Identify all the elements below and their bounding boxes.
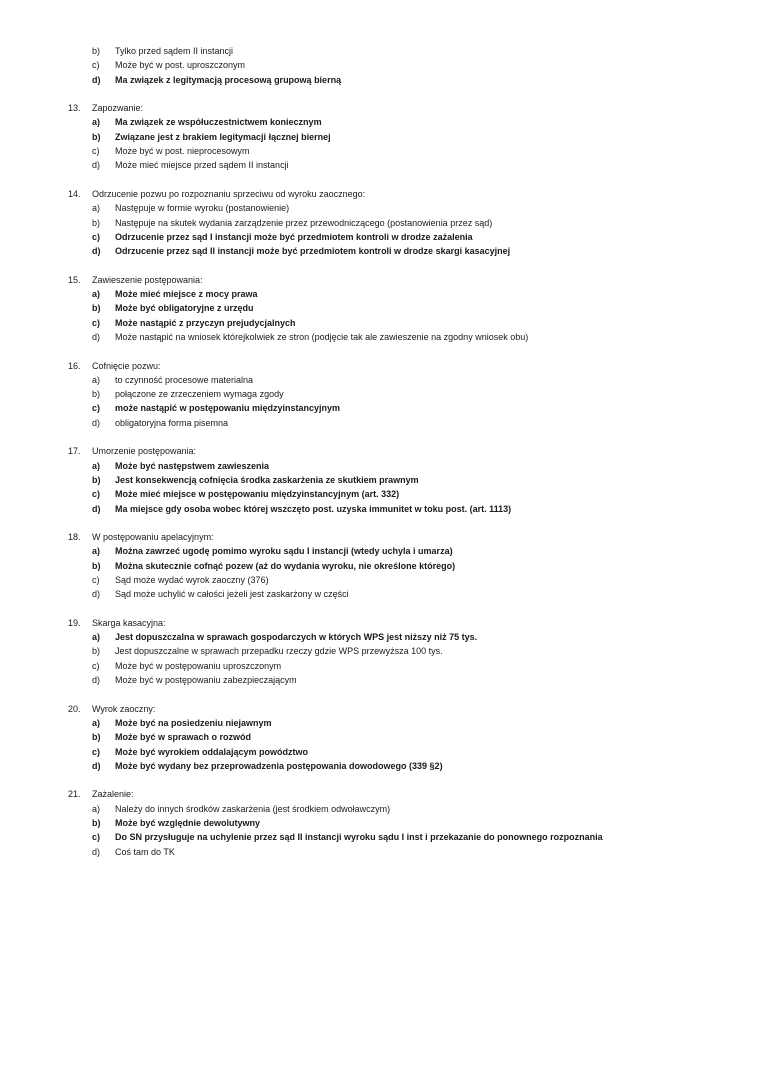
answer-text: to czynność procesowe materialna	[115, 374, 254, 385]
question-number: 19.	[68, 617, 81, 628]
answer-label: c)	[92, 489, 101, 500]
question-block	[0, 101, 760, 172]
answer-option	[0, 130, 760, 144]
answer-option	[0, 244, 760, 258]
answer-label: c)	[92, 60, 100, 71]
answer-option	[0, 330, 760, 344]
answer-label: b)	[92, 646, 101, 657]
answer-label: b)	[92, 560, 101, 571]
answer-label: a)	[92, 546, 101, 557]
question-block	[0, 702, 760, 773]
answer-text: Może mieć miejsce z mocy prawa	[115, 289, 258, 300]
answer-text: połączone ze zrzeczeniem wymaga zgody	[115, 389, 284, 400]
answer-label: c)	[92, 403, 101, 414]
answer-option	[0, 387, 760, 401]
question-number: 16.	[68, 360, 81, 371]
question-title: Zawieszenie postępowania:	[92, 274, 203, 285]
answer-text: Ma miejsce gdy osoba wobec której wszczęto post. uzyska immunitet w toku post. (art. 1113)	[115, 503, 512, 514]
answer-text: Może nastąpić na wniosek którejkolwiek ze stron (podjęcie tak ale zawieszenie na zgodny wniosek obu)	[115, 331, 529, 342]
answer-text: Może być w postępowaniu uproszczonym	[115, 660, 282, 671]
answer-text: Jest dopuszczalna w sprawach gospodarczych w których WPS jest niższy niż 75 tys.	[115, 632, 478, 643]
question-heading	[0, 787, 760, 801]
question-title: Zażalenie:	[92, 789, 134, 800]
answer-text: Coś tam do TK	[115, 846, 175, 857]
answer-option	[0, 115, 760, 129]
answer-option	[0, 487, 760, 501]
answer-label: a)	[92, 803, 101, 814]
answer-label: d)	[92, 246, 101, 257]
question-title: Cofnięcie pozwu:	[92, 360, 161, 371]
answer-label: d)	[92, 160, 101, 171]
question-block	[0, 187, 760, 258]
question-block	[0, 616, 760, 687]
answer-text: Może mieć miejsce przed sądem II instancji	[115, 160, 289, 171]
question-heading	[0, 359, 760, 373]
answer-label: d)	[92, 846, 101, 857]
answer-text: Sąd może wydać wyrok zaoczny (376)	[115, 574, 269, 585]
question-title: W postępowaniu apelacyjnym:	[92, 532, 214, 543]
answer-text: Do SN przysługuje na uchylenie przez sąd II instancji wyroku sądu I inst i przekazanie do ponownego rozpoznania	[115, 832, 603, 843]
answer-label: b)	[92, 303, 101, 314]
answer-label: b)	[92, 46, 101, 56]
answer-label: d)	[92, 503, 101, 514]
question-heading	[0, 101, 760, 115]
question-number: 18.	[68, 532, 81, 543]
answer-text: Jest dopuszczalne w sprawach przepadku rzeczy gdzie WPS przewyższa 100 tys.	[115, 646, 443, 657]
answer-text: Odrzucenie przez sąd I instancji może być przedmiotem kontroli w drodze zażalenia	[115, 231, 473, 242]
answer-text: Może być w postępowaniu zabezpieczającym	[115, 675, 297, 686]
answer-label: b)	[92, 217, 101, 228]
answer-label: c)	[92, 574, 100, 585]
answer-label: d)	[92, 589, 101, 600]
answer-text: obligatoryjna forma pisemna	[115, 417, 229, 428]
answer-text: Tylko przed sądem II instancji	[115, 46, 234, 56]
question-heading	[0, 444, 760, 458]
answer-option	[0, 316, 760, 330]
answer-option	[0, 58, 760, 72]
question-number: 13.	[68, 103, 81, 114]
answer-text: Może być w post. nieprocesowym	[115, 146, 250, 157]
answer-text: Może być na posiedzeniu niejawnym	[115, 717, 272, 728]
answer-label: d)	[92, 675, 101, 686]
answer-text: Może nastąpić z przyczyn prejudycjalnych	[115, 317, 296, 328]
answer-option	[0, 544, 760, 558]
answer-text: Sąd może uchylić w całości jeżeli jest zaskarżony w części	[115, 589, 349, 600]
answer-text: Następuje w formie wyroku (postanowienie)	[115, 203, 290, 214]
answer-text: Należy do innych środków zaskarżenia (jest środkiem odwoławczym)	[115, 803, 391, 814]
answer-label: c)	[92, 746, 101, 757]
answer-text: może nastąpić w postępowaniu międzyinstancyjnym	[115, 403, 341, 414]
answer-option	[0, 301, 760, 315]
question-heading	[0, 702, 760, 716]
answer-option	[0, 44, 760, 58]
answer-label: b)	[92, 818, 101, 829]
answer-text: Odrzucenie przez sąd II instancji może być przedmiotem kontroli w drodze skargi kasacyjnej	[115, 246, 511, 257]
answer-option	[0, 659, 760, 673]
answer-option	[0, 401, 760, 415]
answer-option	[0, 573, 760, 587]
answer-label: b)	[92, 131, 101, 142]
question-number: 17.	[68, 446, 81, 457]
question-heading	[0, 616, 760, 630]
answer-text: Można zawrzeć ugodę pomimo wyroku sądu I instancji (wtedy uchyla i umarza)	[115, 546, 453, 557]
answer-option	[0, 802, 760, 816]
answer-text: Może być wyrokiem oddalającym powództwo	[115, 746, 309, 757]
document-content	[0, 44, 760, 873]
question-block	[0, 787, 760, 858]
answer-option	[0, 144, 760, 158]
answer-text: Może być względnie dewolutywny	[115, 818, 261, 829]
answer-text: Następuje na skutek wydania zarządzenie przez przewodniczącego (postanowienia przez sąd)	[115, 217, 493, 228]
answer-label: a)	[92, 632, 101, 643]
answer-option	[0, 216, 760, 230]
answer-text: Może być w sprawach o rozwód	[115, 732, 252, 743]
answer-option	[0, 559, 760, 573]
question-block	[0, 530, 760, 601]
answer-label: a)	[92, 289, 101, 300]
answer-label: c)	[92, 231, 101, 242]
answer-label: c)	[92, 660, 100, 671]
answer-option	[0, 502, 760, 516]
answer-option	[0, 745, 760, 759]
question-title: Umorzenie postępowania:	[92, 446, 197, 457]
answer-text: Może mieć miejsce w postępowaniu międzyinstancyjnym (art. 332)	[115, 489, 400, 500]
question-title: Zapozwanie:	[92, 103, 144, 114]
answer-label: c)	[92, 146, 100, 157]
question-number: 21.	[68, 789, 81, 800]
answer-option	[0, 759, 760, 773]
answer-text: Jest konsekwencją cofnięcia środka zaskarżenia ze skutkiem prawnym	[115, 474, 419, 485]
answer-option	[0, 73, 760, 87]
answer-label: d)	[92, 331, 101, 342]
answer-text: Można skutecznie cofnąć pozew (aż do wydania wyroku, nie określone którego)	[115, 560, 456, 571]
answer-option	[0, 730, 760, 744]
question-block	[0, 444, 760, 515]
question-number: 14.	[68, 188, 81, 199]
answer-label: a)	[92, 374, 101, 385]
question-title: Skarga kasacyjna:	[92, 617, 166, 628]
answer-option	[0, 287, 760, 301]
answer-label: b)	[92, 389, 101, 400]
answer-text: Ma związek ze współuczestnictwem koniecznym	[115, 117, 322, 128]
answer-option	[0, 716, 760, 730]
answer-text: Związane jest z brakiem legitymacji łącznej biernej	[115, 131, 331, 142]
question-continuation	[0, 44, 760, 87]
answer-option	[0, 644, 760, 658]
question-heading	[0, 273, 760, 287]
answer-text: Może być następstwem zawieszenia	[115, 460, 270, 471]
answer-option	[0, 845, 760, 859]
answer-option	[0, 230, 760, 244]
answer-text: Może być wydany bez przeprowadzenia postępowania dowodowego (339 §2)	[115, 760, 443, 771]
answer-label: b)	[92, 474, 101, 485]
answer-option	[0, 459, 760, 473]
answer-option	[0, 473, 760, 487]
answer-label: d)	[92, 74, 101, 85]
answer-label: d)	[92, 417, 101, 428]
question-heading	[0, 530, 760, 544]
answer-label: b)	[92, 732, 101, 743]
question-block	[0, 273, 760, 344]
answer-label: a)	[92, 717, 101, 728]
answer-text: Może być w post. uproszczonym	[115, 60, 246, 71]
answer-label: c)	[92, 832, 101, 843]
answer-text: Może być obligatoryjne z urzędu	[115, 303, 254, 314]
question-number: 20.	[68, 703, 81, 714]
answer-option	[0, 673, 760, 687]
answer-label: a)	[92, 460, 101, 471]
answer-label: c)	[92, 317, 101, 328]
question-title: Wyrok zaoczny:	[92, 703, 156, 714]
answer-option	[0, 816, 760, 830]
answer-option	[0, 201, 760, 215]
answer-option	[0, 830, 760, 844]
answer-option	[0, 373, 760, 387]
answer-label: d)	[92, 760, 101, 771]
answer-option	[0, 587, 760, 601]
question-heading	[0, 187, 760, 201]
answer-option	[0, 630, 760, 644]
question-title: Odrzucenie pozwu po rozpoznaniu sprzeciwu od wyroku zaocznego:	[92, 188, 366, 199]
answer-option	[0, 158, 760, 172]
answer-text: Ma związek z legitymacją procesową grupową bierną	[115, 74, 342, 85]
answer-label: a)	[92, 203, 101, 214]
question-number: 15.	[68, 274, 81, 285]
answer-label: a)	[92, 117, 101, 128]
answer-option	[0, 416, 760, 430]
question-block	[0, 359, 760, 430]
